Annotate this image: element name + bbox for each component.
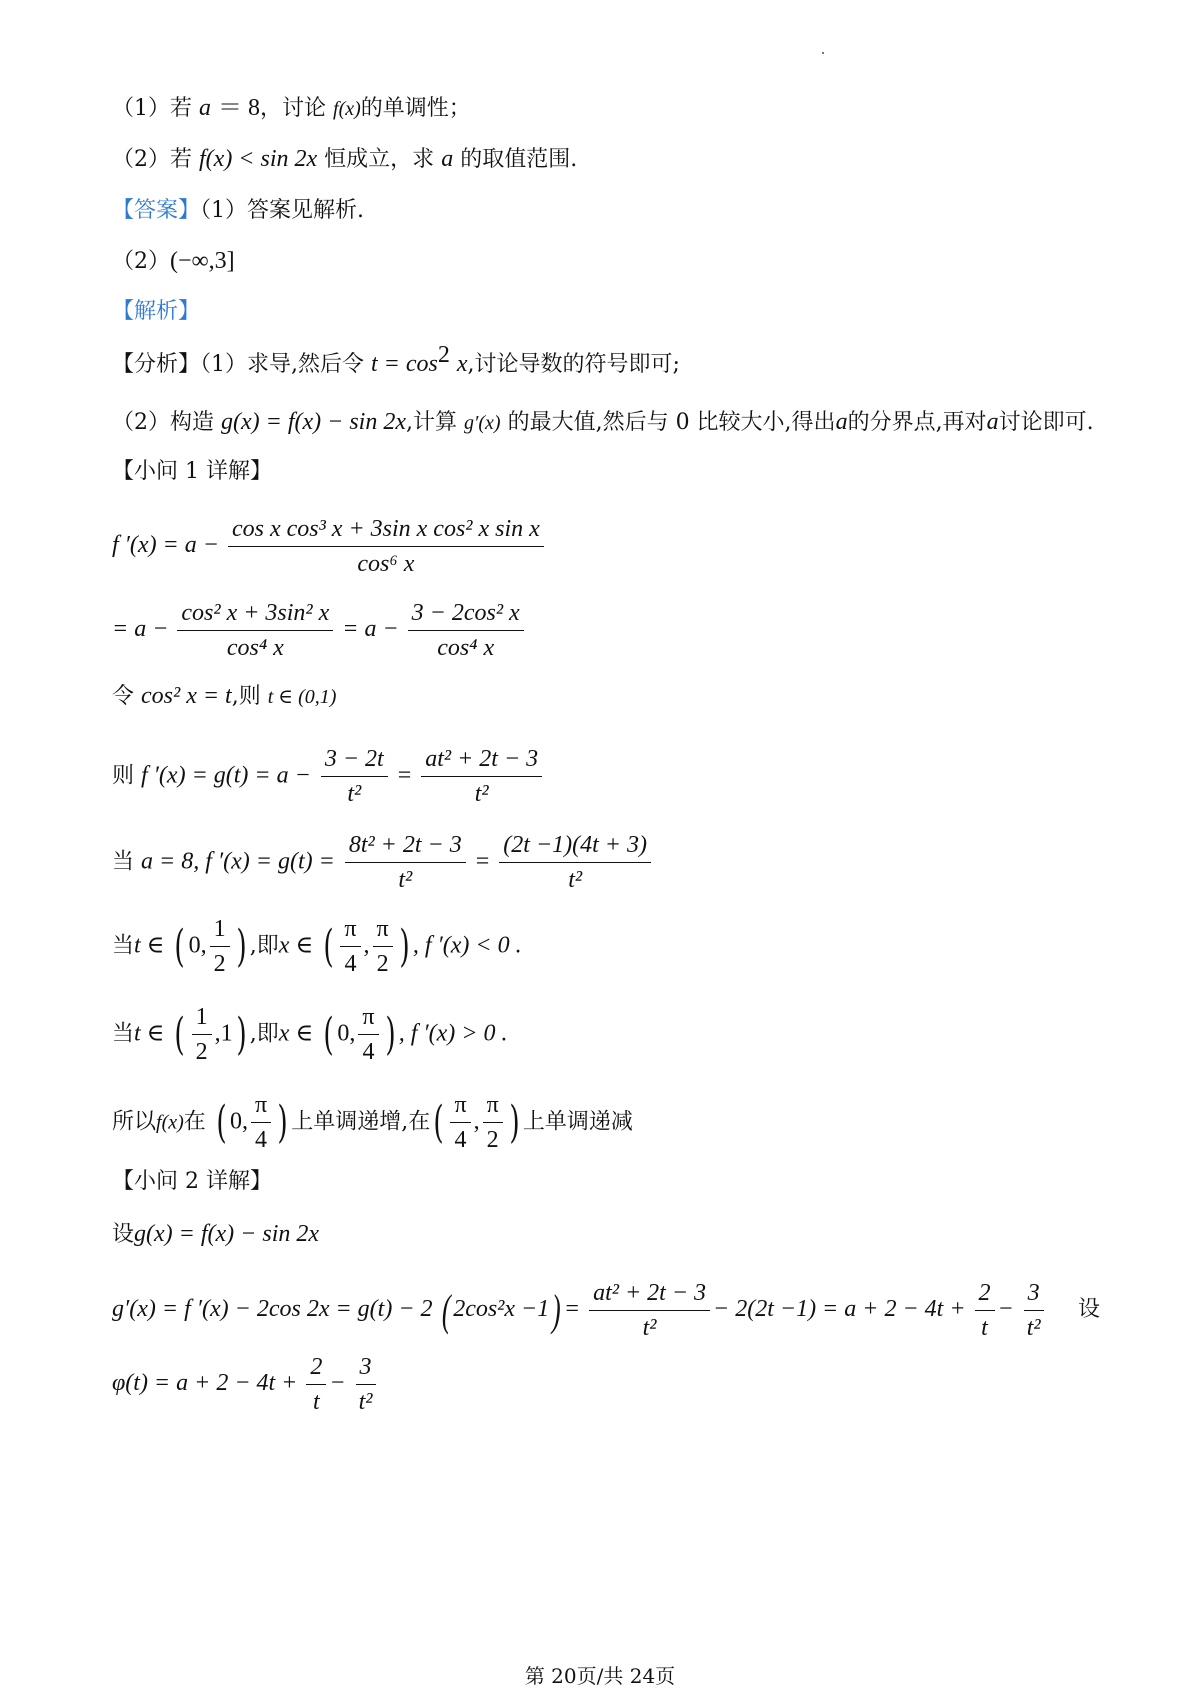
derivation-1: f ′(x) = a − $\frac{\text{cos x cos³ x + 3sin x cos² x sin x}}{\text{cos⁶ x}}$ [112, 514, 547, 579]
phi-line: φ(t) = a + 2 − 4t + $\frac{2}{t}$ − $\frac{3}{\text{t²}}$ [112, 1352, 379, 1417]
question-1: （1）若 a ＝ 8，讨论 f(x)的单调性； [112, 95, 471, 121]
answer-line-1: 【答案】（1）答案见解析. [112, 198, 365, 223]
jiexi-tag: 【解析】 [112, 299, 201, 324]
g-prime-line: g′(x) = f ′(x) − 2cos 2x = g(t) − 2 ( 2cos²x −1) = $\frac{\text{at² + 2t − 3}}{\text{t²}}$ − 2(2t −1) = a + 2 − 4t + $\frac{2}{t}$ − $\frac{3}{\text{t²}}$ [112, 1278, 1048, 1343]
substitution-line: 令 cos² x = t,则 t ∈ (0,1) [112, 683, 337, 709]
answer-tag: 【答案】 [112, 198, 201, 223]
answer-line-2: （2）(−∞,3] [112, 248, 235, 274]
define-g-line: 设g(x) = f(x) − sin 2x [112, 1221, 320, 1247]
page-number-footer: 第 20页/共 24页 [524, 1664, 676, 1688]
scan-dot [822, 52, 824, 54]
set-right-label: 设 [1078, 1297, 1101, 1322]
sub2-title: 【小问 2 详解】 [112, 1169, 272, 1194]
conclusion-line: 所以f(x)在 ( 0, $\frac{\pi}{4}$ ) 上单调递增,在( $\frac{\pi}{4}$ , $\frac{\pi}{2}$ ) 上单调递减 [112, 1092, 633, 1153]
analysis-line-1: 【分析】（1）求导,然后令 $t = \cos^2 x$,讨论导数的符号即可; [112, 342, 680, 377]
analysis-line-2: （2）构造 g(x) = f(x) − sin 2x,计算 g′(x) 的最大值,然后与 0 比较大小,得出a的分界点,再对a讨论即可. [112, 409, 1094, 435]
derivation-2: = a − $\frac{\text{cos² x + 3sin² x}}{\text{cos⁴ x}}$ = a − $\frac{\text{3 − 2cos² x}}{\text{cos⁴ x}}$ [112, 598, 527, 663]
sub1-title: 【小问 1 详解】 [112, 459, 272, 484]
question-2: （2）若 f(x) < sin 2x 恒成立，求 a 的取值范围. [112, 146, 578, 172]
case-2-line: 当t ∈ ( $\frac{1}{2}$ ,1) ,即x ∈ ( 0, $\frac{\pi}{4}$ ) , f ′(x) > 0 . [112, 1004, 508, 1065]
derivative-g-line: 则 f ′(x) = g(t) = a − $\frac{3 - 2t}{\text{t²}}$ = $\frac{\text{at² + 2t − 3}}{\text{t²}}$ [112, 744, 545, 809]
a-equals-8-line: 当 a = 8, f ′(x) = g(t) = $\frac{\text{8t² + 2t − 3}}{\text{t²}}$ = $\frac{(2t -1)(4t + 3)}{\text{t²}}$ [112, 830, 654, 895]
case-1-line: 当t ∈ ( 0, $\frac{1}{2}$ ) ,即x ∈ ( $\frac{\pi}{4}$ , $\frac{\pi}{2}$ ) , f ′(x) < 0 . [112, 916, 522, 977]
